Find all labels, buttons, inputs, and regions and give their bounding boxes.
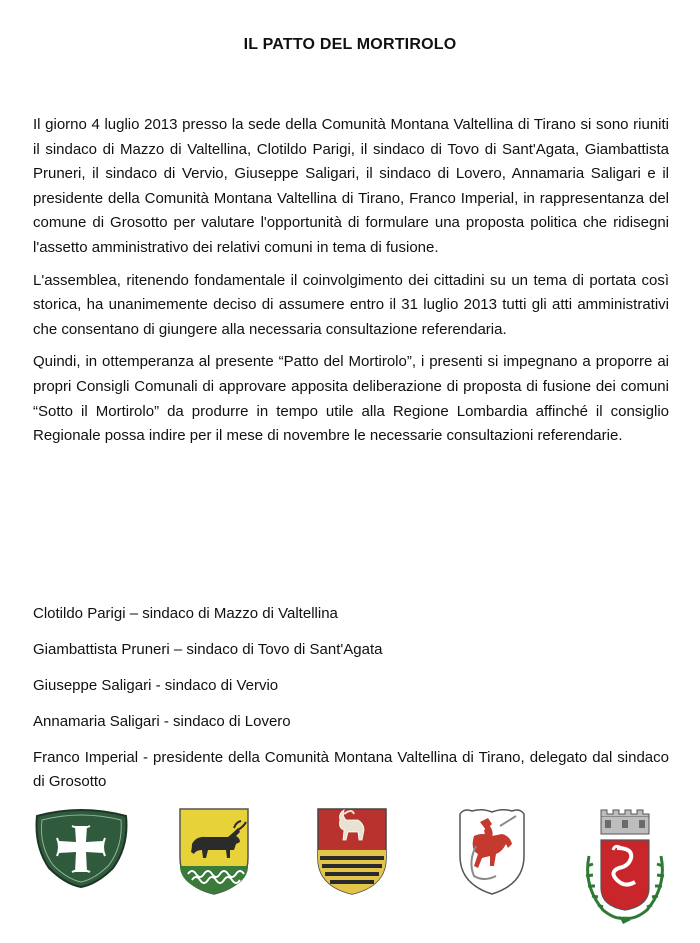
grosotto-serpent-crest-icon — [579, 806, 671, 932]
document-title: IL PATTO DEL MORTIROLO — [243, 36, 457, 53]
signature-imperial: Franco Imperial - presidente della Comunità Montana Valtellina di Tirano, delegato dal sindaco di Grosotto — [33, 749, 669, 790]
paragraph-assembly: L'assemblea, ritenendo fondamentale il coinvolgimento dei cittadini su un tema di portata così storica, ha unanimemente deciso di assumere entro il 31 luglio 2013 tutti gli atti amministrativi che consentano di giungere alla necessaria consultazione referendaria. — [33, 271, 669, 338]
lovero-knight-crest-icon — [456, 806, 528, 896]
tovo-bull-crest-icon — [178, 806, 250, 896]
signature-parigi: Clotildo Parigi – sindaco di Mazzo di Valtellina — [33, 605, 338, 622]
signature-pruneri: Giambattista Pruneri – sindaco di Tovo di Sant'Agata — [33, 641, 383, 658]
signature-annamaria-saligari: Annamaria Saligari - sindaco di Lovero — [33, 713, 291, 730]
paragraph-meeting: Il giorno 4 luglio 2013 presso la sede della Comunità Montana Valtellina di Tirano si sono riuniti il sindaco di Mazzo di Valtellina, Clotildo Parigi, il sindaco di Tovo di Sant'Agata, Giambattista Pruneri, il sindaco di Vervio, Giuseppe Saligari, il sindaco di Lovero, Annamaria Saligari e il presidente della Comunità Montana Valtellina di Tirano, Franco Imperial, in rappresentanza del comune di Grosotto per valutare l'opportunità di formulare una proposta politica che ridisegni l'assetto amministrativo dei relativi comuni in tema di fusione. — [33, 116, 669, 256]
signature-giuseppe-saligari: Giuseppe Saligari - sindaco di Vervio — [33, 677, 279, 694]
paragraph-commitment: Quindi, in ottemperanza al presente “Patto del Mortirolo”, i presenti si impegnano a proporre ai propri Consigli Comunali di approvare apposita deliberazione di proposta di fusione dei comuni “Sotto il Mortirolo” da produrre in tempo utile alla Regione Lombardia affinché il consiglio Regionale possa indire per il mese di novembre le necessarie consultazioni referendarie. — [33, 353, 669, 445]
mazzo-cross-crest-icon — [33, 806, 130, 888]
vervio-ibex-crest-icon — [316, 806, 388, 896]
document-body — [33, 113, 669, 457]
signature-list — [33, 602, 669, 806]
